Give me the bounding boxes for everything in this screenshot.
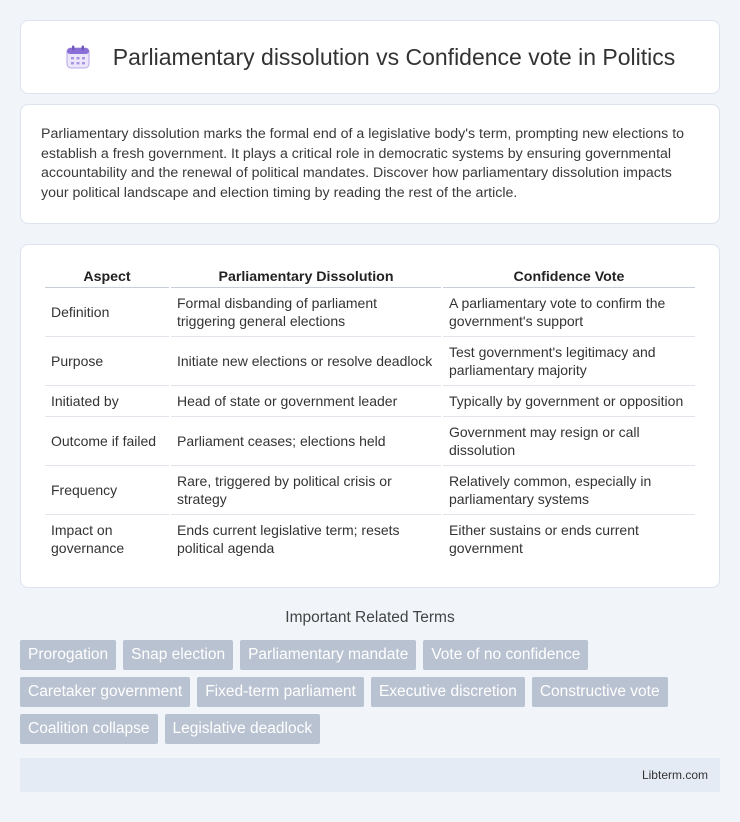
table-cell: Head of state or government leader [171, 386, 441, 417]
table-row [45, 288, 695, 337]
table-cell: Initiate new elections or resolve deadlock [171, 337, 441, 386]
column-header-aspect: Aspect [45, 264, 169, 288]
intro-paragraph: Parliamentary dissolution marks the formal end of a legislative body's term, prompting new elections to establish a fresh government. It plays a critical role in democratic systems by ensuring governmental accountability and the renewal of political mandates. Discover how parliamentary dissolution impacts your political landscape and election timing by reading the rest of the article. [41, 126, 685, 201]
related-term-tag[interactable]: Caretaker government [20, 677, 190, 707]
related-term-tag[interactable]: Executive discretion [371, 677, 525, 707]
comparison-table [43, 264, 697, 563]
related-terms-heading: Important Related Terms [285, 609, 455, 626]
related-term-tag[interactable]: Coalition collapse [20, 714, 158, 744]
table-row [45, 417, 695, 466]
table-cell: Definition [45, 288, 169, 337]
related-term-tag[interactable]: Constructive vote [532, 677, 668, 707]
table-header-row [45, 264, 695, 288]
related-term-tag[interactable]: Snap election [123, 640, 233, 670]
related-terms-list [20, 640, 720, 744]
table-row [45, 386, 695, 417]
table-cell: Purpose [45, 337, 169, 386]
table-cell: Rare, triggered by political crisis or strategy [171, 466, 441, 515]
footer-site-link[interactable]: Libterm.com [641, 768, 708, 782]
table-row [45, 337, 695, 386]
related-term-tag[interactable]: Fixed-term parliament [197, 677, 364, 707]
table-cell: Relatively common, especially in parliamentary systems [443, 466, 695, 515]
calendar-icon [65, 44, 91, 70]
page-title: Parliamentary dissolution vs Confidence vote in Politics [112, 43, 676, 70]
title-card [20, 20, 720, 94]
related-term-tag[interactable]: Vote of no confidence [423, 640, 588, 670]
table-cell: Either sustains or ends current government [449, 522, 639, 556]
related-term-tag[interactable]: Legislative deadlock [165, 714, 321, 744]
table-cell: Parliament ceases; elections held [171, 417, 441, 466]
table-cell: Impact on governance [51, 522, 125, 556]
comparison-card [20, 244, 720, 588]
table-row [45, 466, 695, 515]
table-cell: Outcome if failed [45, 417, 169, 466]
related-term-tag[interactable]: Prorogation [20, 640, 116, 670]
column-header-dissolution: Parliamentary Dissolution [171, 264, 441, 288]
table-cell: Typically by government or opposition [443, 386, 695, 417]
footer [20, 758, 720, 792]
table-cell: Frequency [45, 466, 169, 515]
table-cell: Ends current legislative term; resets political agenda [177, 522, 400, 556]
intro-card [20, 104, 720, 224]
table-row [45, 515, 695, 563]
table-cell: Initiated by [45, 386, 169, 417]
table-cell: Test government's legitimacy and parliamentary majority [443, 337, 695, 386]
table-cell: Formal disbanding of parliament triggering general elections [171, 288, 441, 337]
table-cell: A parliamentary vote to confirm the government's support [443, 288, 695, 337]
column-header-confidence-vote: Confidence Vote [443, 264, 695, 288]
related-term-tag[interactable]: Parliamentary mandate [240, 640, 416, 670]
table-cell: Government may resign or call dissolution [443, 417, 695, 466]
